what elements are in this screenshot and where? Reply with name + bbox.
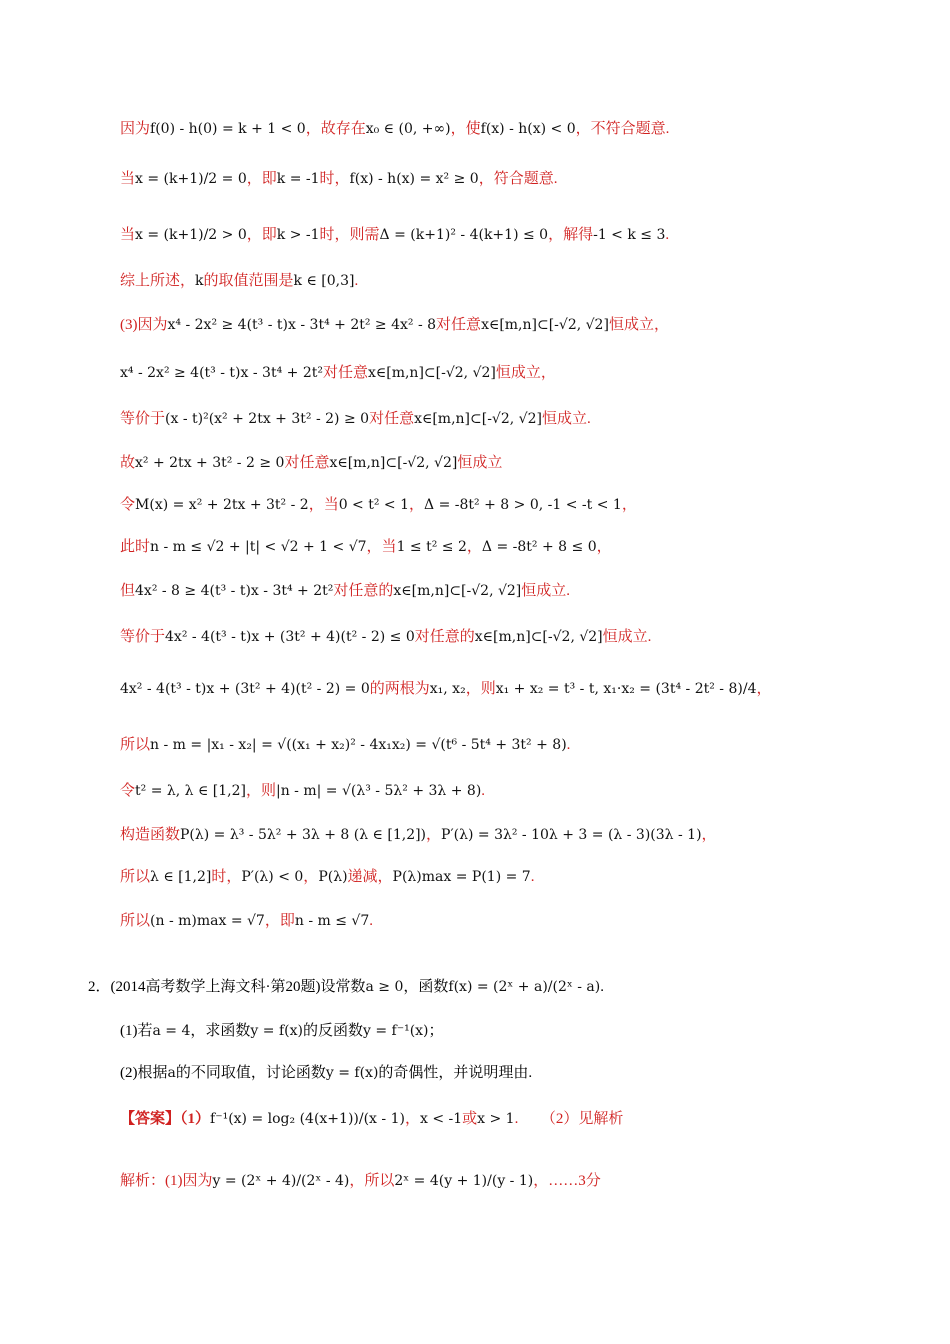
text-span: . [566,737,571,753]
text-line-l15 [120,780,485,802]
math-expression: a = 4 [152,1023,191,1039]
math-expression: 4x² - 4(t³ - t)x + (3t² + 4)(t² - 2) = 0 [120,681,370,697]
math-expression: Δ = -8t² + 8 ≤ 0 [481,539,597,555]
math-expression: a ≥ 0 [365,979,404,995]
math-expression: f⁻¹(x) = log₂ (4(x+1))/(x - 1) [210,1111,405,1127]
text-line-l11 [120,580,570,602]
text-span: ， [701,827,717,843]
text-line-l13 [120,678,772,700]
math-expression: t² = λ, λ ∈ [1,2] [135,783,246,799]
math-expression: 0 < t² < 1 [338,497,410,513]
text-span: 恒成立. [541,411,591,427]
text-span: 时，则需 [319,227,380,243]
text-span: ，所以 [349,1173,395,1189]
text-span: 的取值范围是 [203,273,294,289]
text-line-l6 [120,362,556,384]
text-span: 令 [120,497,136,513]
text-span: ，不符合题意. [575,121,670,137]
math-expression: x⁴ - 2x² ≥ 4(t³ - t)x - 3t⁴ + 2t² ≥ 4x² - 8 [167,317,437,333]
text-span: 此时 [120,539,151,555]
text-span: (2)根据 [120,1065,168,1081]
math-expression: x∈[m,n]⊂[-√2, √2] [481,317,609,333]
math-expression: f(x) - h(x) < 0 [480,121,576,137]
text-span: 【答案】（1） [120,1111,211,1127]
text-span: ， [756,681,772,697]
text-span: 对任意 [369,411,415,427]
math-expression: -1 < k ≤ 3 [593,227,666,243]
text-span: ， [404,1111,420,1127]
text-span: ，当 [308,497,339,513]
math-expression: P(λ) [318,869,348,885]
math-expression: k ∈ [0,3] [293,273,355,289]
text-span: 恒成立， [495,365,556,381]
text-line-q2a [120,1020,444,1042]
math-expression: P(λ) = λ³ - 5λ² + 3λ + 8 (λ ∈ [1,2]) [180,827,427,843]
math-expression: M(x) = x² + 2tx + 3t² - 2 [135,497,309,513]
text-span: ，符合题意. [478,171,558,187]
math-expression: 4x² - 8 ≥ 4(t³ - t)x - 3t⁴ + 2t² [135,583,334,599]
math-expression: a [167,1065,176,1081]
text-span: 等价于 [120,629,166,645]
math-expression: f(x) = (2ˣ + a)/(2ˣ - a) [448,979,601,995]
text-span: (1)若 [120,1023,153,1039]
text-span: 恒成立. [602,629,652,645]
text-line-l2 [120,168,557,190]
text-line-l5 [120,314,669,336]
text-span: 当 [120,171,136,187]
text-span: 的不同取值，讨论函数 [175,1065,326,1081]
math-expression: P′(λ) < 0 [241,869,304,885]
text-span: 所以 [120,737,151,753]
math-expression: f(x) - h(x) = x² ≥ 0 [349,171,479,187]
text-span: . [600,979,604,995]
text-line-l9 [120,494,637,516]
math-expression: n - m ≤ √7 [294,913,370,929]
text-span: ，故存在 [305,121,366,137]
text-span: 令 [120,783,136,799]
text-line-l18 [120,910,373,932]
text-span: ； [428,1023,444,1039]
text-line-sol [120,1170,601,1192]
text-line-l7 [120,408,591,430]
text-span: 对任意的 [333,583,394,599]
math-expression: y = f(x) [325,1065,379,1081]
text-span: ，则 [245,783,276,799]
text-span: ，……3分 [533,1173,601,1189]
math-expression: y = (2ˣ + 4)/(2ˣ - 4) [212,1173,350,1189]
text-span: ， [596,539,612,555]
math-expression: x < -1 [419,1111,463,1127]
math-expression: x⁴ - 2x² ≥ 4(t³ - t)x - 3t⁴ + 2t² [120,365,323,381]
text-line-l12 [120,626,651,648]
math-expression: Δ = -8t² + 8 > 0, -1 < -t < 1 [424,497,622,513]
text-span: 对任意 [322,365,368,381]
math-expression: k = -1 [276,171,320,187]
math-expression: P(λ)max = P(1) = 7 [392,869,531,885]
text-line-l8 [120,452,502,474]
text-span: ，当 [366,539,397,555]
math-expression: x∈[m,n]⊂[-√2, √2] [414,411,542,427]
text-span: ， [409,497,425,513]
math-expression: f(0) - h(0) = k + 1 < 0 [150,121,306,137]
math-expression: x₁ + x₂ = t³ - t, x₁·x₂ = (3t⁴ - 2t² - 8)/4 [495,681,757,697]
math-expression: x∈[m,n]⊂[-√2, √2] [474,629,603,645]
math-expression: n - m = |x₁ - x₂| = √((x₁ + x₂)² - 4x₁x₂) = √(t⁶ - 5t⁴ + 3t² + 8) [150,737,567,753]
text-span: 2．(2014高考数学上海文科·第20题)设常数 [88,979,366,995]
math-expression: x∈[m,n]⊂[-√2, √2] [329,455,458,471]
text-span: ， [303,869,319,885]
text-line-l3 [120,224,669,246]
math-expression: x > 1 [477,1111,515,1127]
text-span: ，函数 [403,979,449,995]
math-expression: x² + 2tx + 3t² - 2 ≥ 0 [135,455,285,471]
text-span: （2）见解析 [518,1111,624,1127]
text-line-l16 [120,824,717,846]
text-span: 的两根为 [369,681,430,697]
text-line-l4 [120,270,358,292]
math-expression: λ ∈ [1,2] [150,869,212,885]
text-span: . [514,1111,519,1127]
text-span: ， [466,539,482,555]
math-expression: (n - m)max = √7 [150,913,265,929]
text-span: ，即 [264,913,295,929]
math-expression: y = f⁻¹(x) [362,1023,429,1039]
math-expression: 1 ≤ t² ≤ 2 [396,539,467,555]
math-expression: P′(λ) = 3λ² - 10λ + 3 = (λ - 3)(3λ - 1) [441,827,702,843]
text-span: 恒成立 [457,455,503,471]
math-expression: |n - m| = √(λ³ - 5λ² + 3λ + 8) [276,783,482,799]
text-span: ，求函数 [190,1023,251,1039]
text-line-l10 [120,536,612,558]
text-span: 构造函数 [120,827,181,843]
text-span: ，即 [246,171,277,187]
text-span: 恒成立. [521,583,571,599]
math-expression: 4x² - 4(t³ - t)x + (3t² + 4)(t² - 2) ≤ 0 [165,629,415,645]
text-span: 的奇偶性，并说明理由. [378,1065,533,1081]
text-span: 所以 [120,913,151,929]
text-span: 时， [211,869,242,885]
text-span: (3)因为 [120,317,168,333]
math-expression: x∈[m,n]⊂[-√2, √2] [367,365,496,381]
text-span: . [530,869,535,885]
text-span: 故 [120,455,136,471]
math-expression: y = f(x) [250,1023,303,1039]
text-span: . [369,913,373,929]
text-span: 或 [462,1111,478,1127]
text-span: 当 [120,227,136,243]
text-span: 因为 [120,121,151,137]
text-line-q2 [88,976,604,998]
math-expression: (x - t)²(x² + 2tx + 3t² - 2) ≥ 0 [165,411,370,427]
text-span: 对任意 [436,317,482,333]
text-line-ans [120,1108,623,1130]
math-expression: x₀ ∈ (0, +∞) [365,121,451,137]
math-expression: Δ = (k+1)² - 4(k+1) ≤ 0 [379,227,549,243]
text-span: 时， [319,171,350,187]
math-expression: x₁, x₂ [429,681,466,697]
text-span: 恒成立， [608,317,669,333]
text-span: 递减， [347,869,393,885]
text-span: . [354,273,359,289]
text-span: 综上所述， [120,273,196,289]
text-span: ，解得 [548,227,594,243]
math-expression: k > -1 [276,227,320,243]
text-line-l17 [120,866,534,888]
text-span: ，则 [465,681,496,697]
math-expression: x = (k+1)/2 = 0 [135,171,247,187]
text-line-l14 [120,734,570,756]
text-line-q2b [120,1062,532,1084]
text-span: . [665,227,670,243]
text-span: . [481,783,486,799]
text-span: 但 [120,583,136,599]
text-span: 解析：(1)因为 [120,1173,213,1189]
math-expression: x∈[m,n]⊂[-√2, √2] [393,583,522,599]
text-span: ， [426,827,442,843]
text-span: 的反函数 [302,1023,363,1039]
text-span: ，即 [246,227,277,243]
text-span: ， [621,497,637,513]
text-span: 所以 [120,869,151,885]
math-expression: x = (k+1)/2 > 0 [135,227,247,243]
math-expression: 2ˣ = 4(y + 1)/(y - 1) [394,1173,534,1189]
text-span: 对任意的 [414,629,475,645]
text-span: ，使 [450,121,481,137]
text-line-l1 [120,118,669,140]
math-expression: n - m ≤ √2 + |t| < √2 + 1 < √7 [150,539,367,555]
text-span: 等价于 [120,411,166,427]
text-span: 对任意 [284,455,330,471]
math-expression: k [195,273,204,289]
